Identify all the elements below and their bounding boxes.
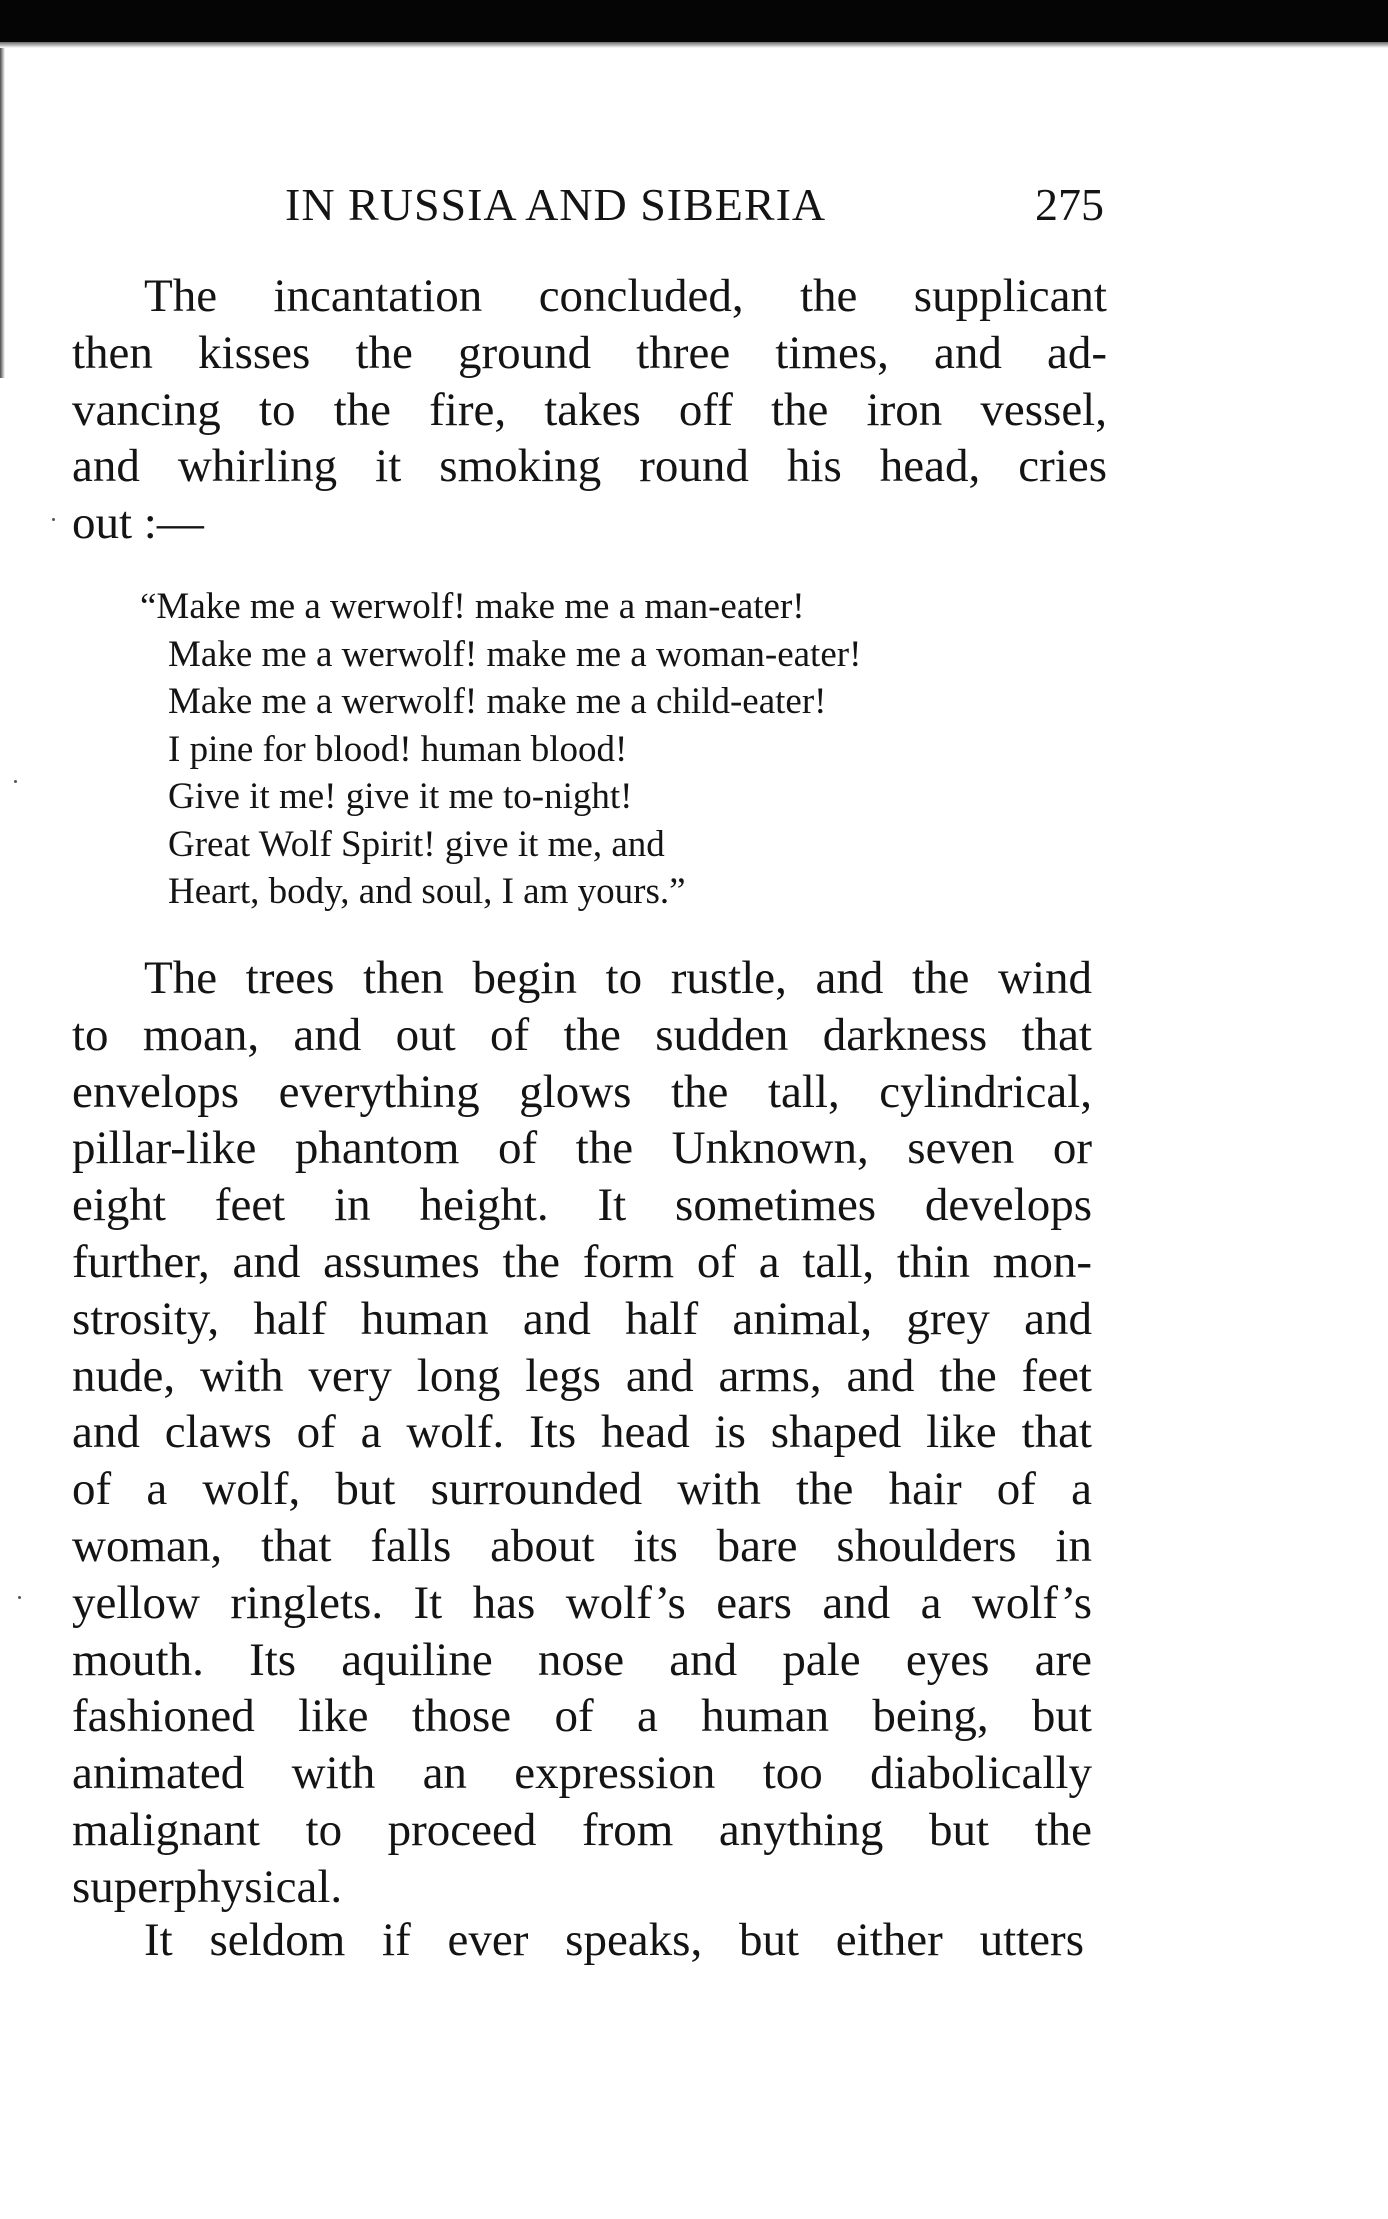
scan-top-border	[0, 0, 1388, 42]
paragraph-line: animated with an expression too diabolically	[72, 1747, 1092, 1800]
paragraph-line: It seldom if ever speaks, but either utters	[144, 1914, 1084, 1966]
paragraph-2	[72, 950, 1092, 1916]
paragraph-1	[72, 268, 1107, 552]
paragraph-line: fashioned like those of a human being, but	[72, 1690, 1092, 1743]
page-number: 275	[1035, 179, 1104, 230]
running-title: IN RUSSIA AND SIBERIA	[285, 179, 827, 230]
paragraph-line: nude, with very long legs and arms, and the feet	[72, 1349, 1092, 1402]
paragraph-line: The incantation concluded, the supplicant	[144, 270, 1107, 322]
verse-line: Make me a werwolf! make me a child-eater!	[168, 681, 827, 722]
verse-line: I pine for blood! human blood!	[168, 728, 628, 770]
running-head	[92, 178, 1112, 238]
paragraph-3	[72, 1912, 1084, 1969]
paragraph-line: of a wolf, but surrounded with the hair of a	[72, 1463, 1092, 1516]
scan-top-shadow	[0, 42, 1388, 48]
paragraph-line: malignant to proceed from anything but the	[72, 1803, 1092, 1856]
scan-left-shadow	[0, 48, 5, 378]
paragraph-line: The trees then begin to rustle, and the wind	[144, 952, 1092, 1004]
paragraph-line: pillar-like phantom of the Unknown, seven or	[72, 1122, 1092, 1175]
verse-line: Make me a werwolf! make me a woman-eater!	[168, 633, 862, 675]
paragraph-line: yellow ringlets. It has wolf’s ears and a wolf’s	[72, 1576, 1092, 1629]
paragraph-line: strosity, half human and half animal, grey and	[72, 1292, 1092, 1345]
verse-line: Give it me! give it me to-night!	[168, 776, 633, 817]
verse-line: “Make me a werwolf! make me a man-eater!	[140, 586, 805, 627]
paragraph-line: woman, that falls about its bare shoulders in	[72, 1519, 1092, 1572]
paragraph-line: eight feet in height. It sometimes develops	[72, 1179, 1092, 1232]
paragraph-line: and whirling it smoking round his head, cries	[72, 440, 1107, 493]
paragraph-line: mouth. Its aquiline nose and pale eyes are	[72, 1633, 1092, 1686]
paragraph-line: vancing to the fire, takes off the iron vessel,	[72, 383, 1107, 436]
paragraph-line: then kisses the ground three times, and ad-	[72, 326, 1107, 379]
verse-line: Heart, body, and soul, I am yours.”	[168, 871, 686, 912]
scan-speck	[18, 1596, 21, 1599]
paragraph-line: out :—	[72, 497, 204, 550]
paragraph-line: and claws of a wolf. Its head is shaped like that	[72, 1406, 1092, 1459]
scan-speck	[14, 780, 17, 783]
paragraph-line: further, and assumes the form of a tall, thin mon-	[72, 1235, 1092, 1288]
paragraph-line: to moan, and out of the sudden darkness that	[72, 1008, 1092, 1061]
paragraph-line: superphysical.	[72, 1860, 343, 1913]
scan-speck	[52, 518, 55, 521]
incantation-verse	[140, 583, 1020, 916]
paragraph-line: envelops everything glows the tall, cylindrical,	[72, 1065, 1092, 1118]
verse-line: Great Wolf Spirit! give it me, and	[168, 823, 665, 865]
